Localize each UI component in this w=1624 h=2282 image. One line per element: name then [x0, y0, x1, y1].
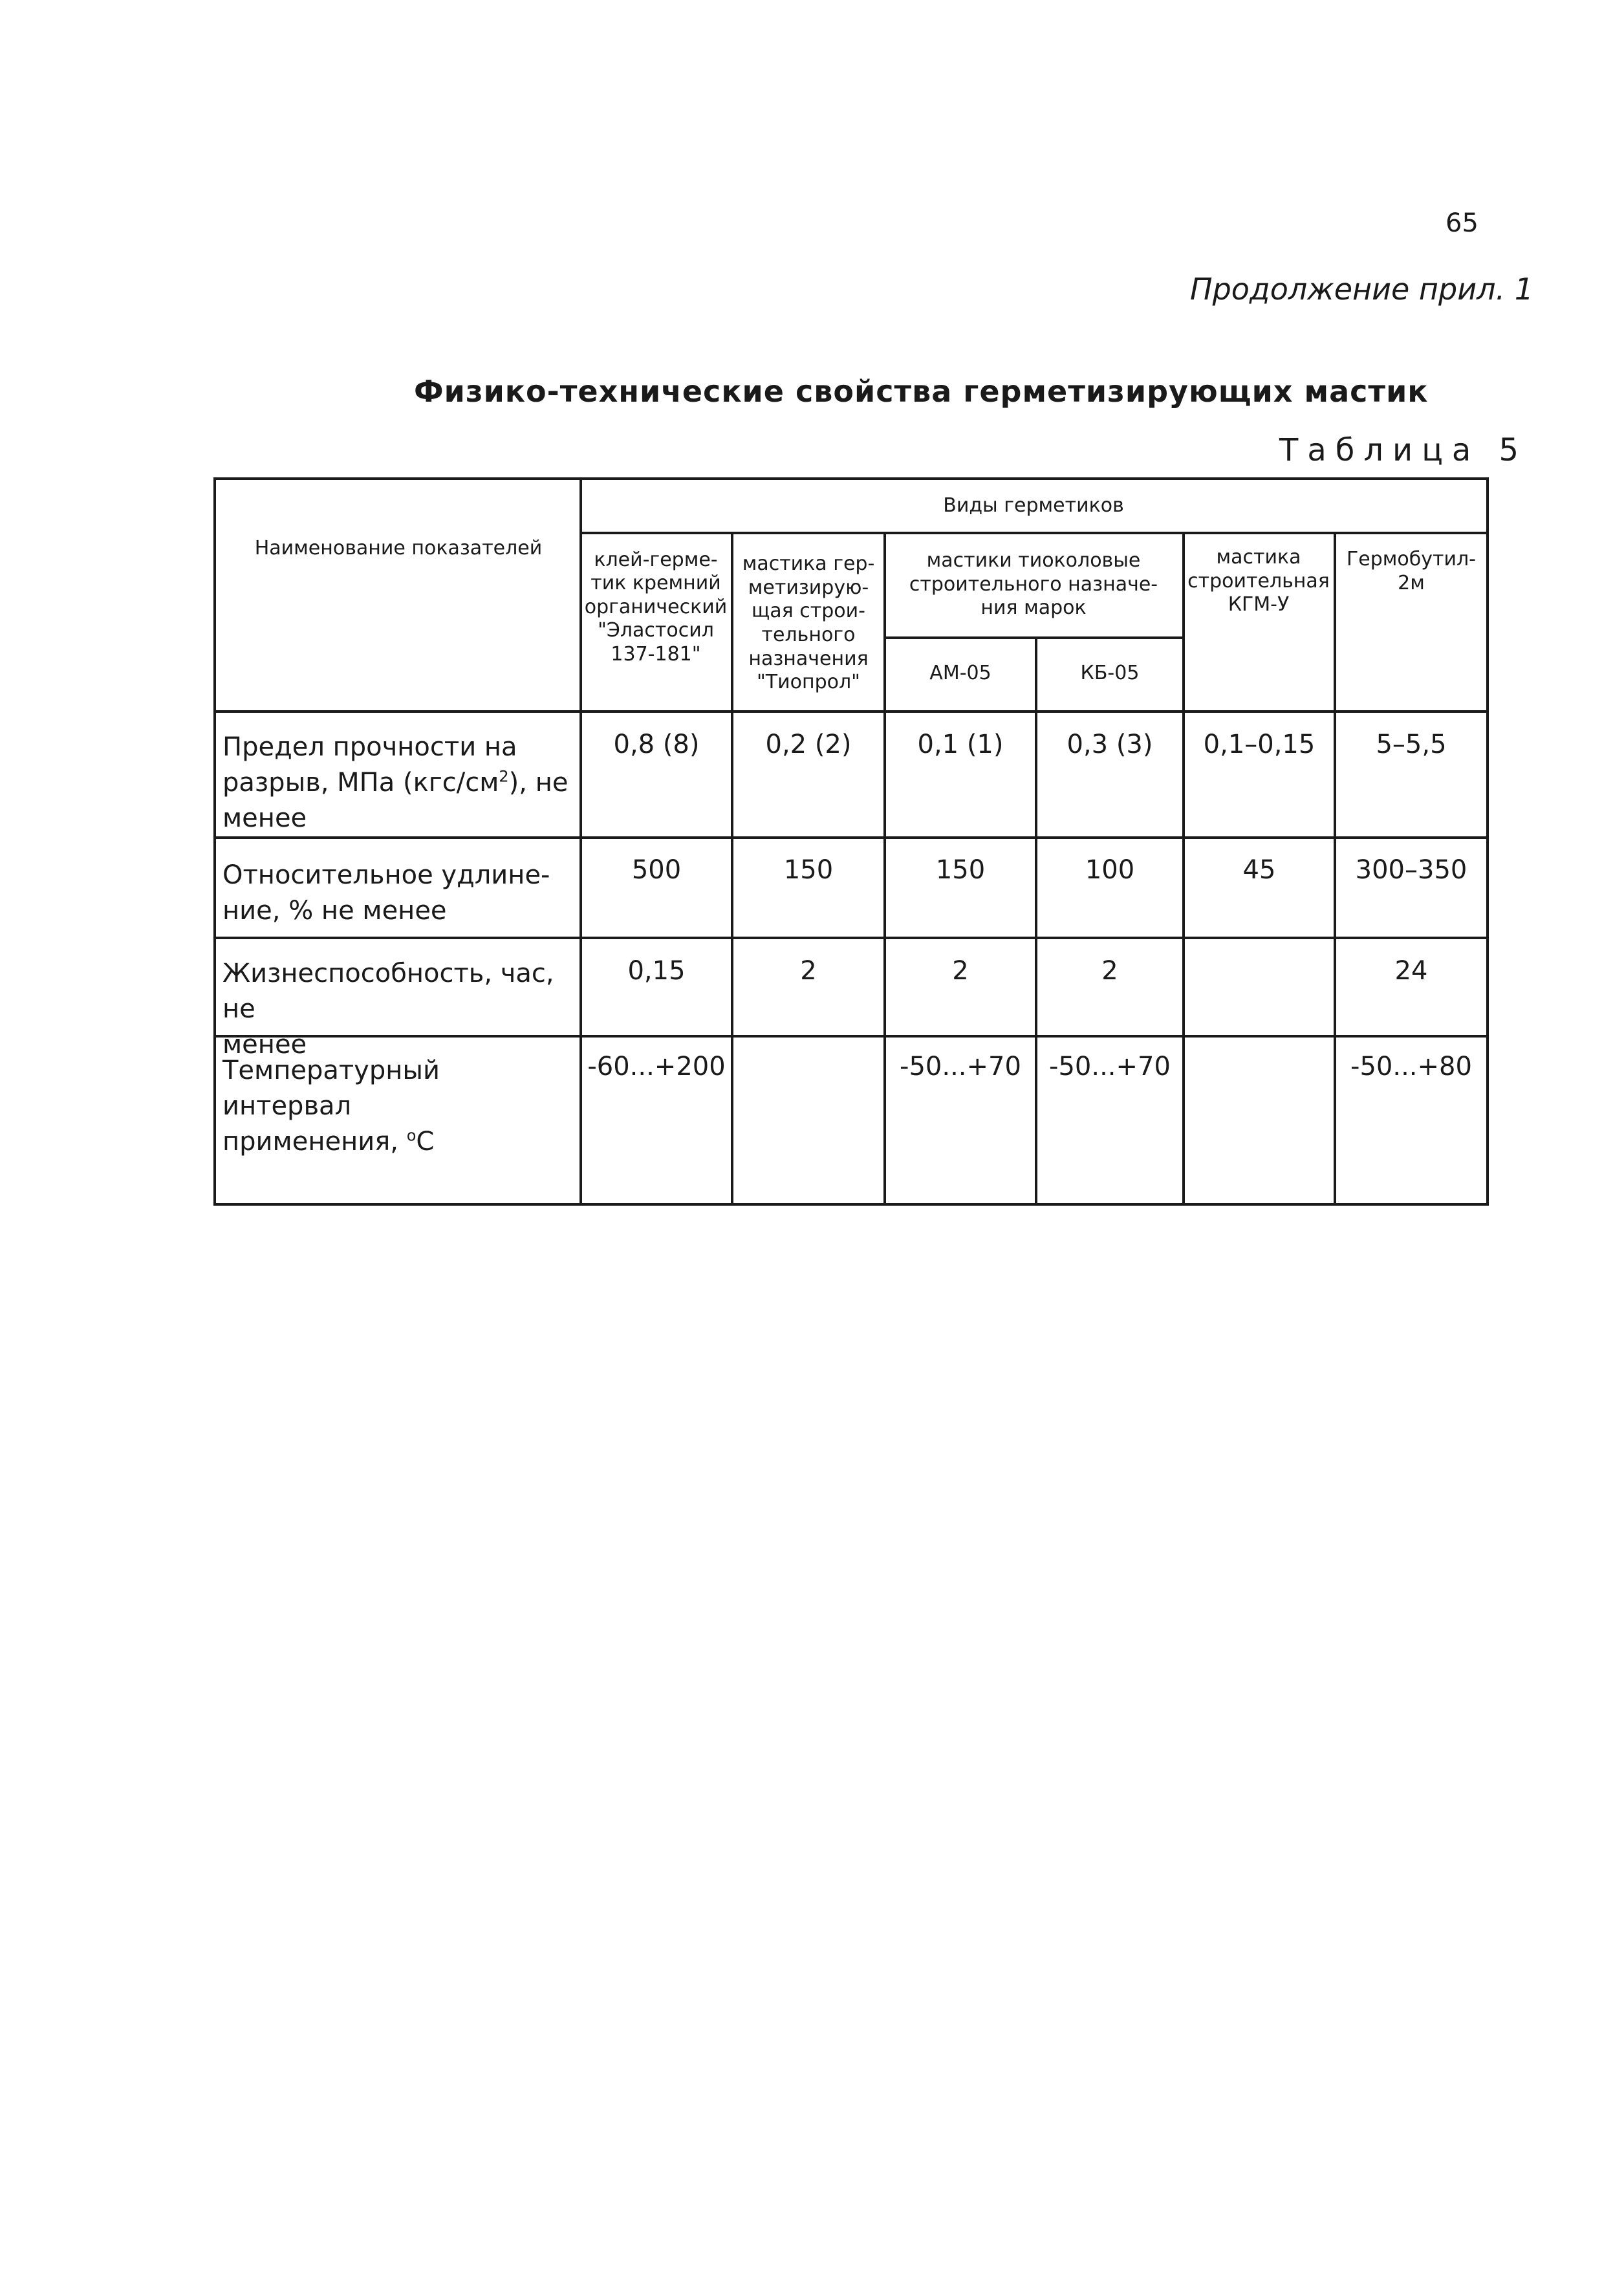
row-label-temperature-range	[222, 1053, 572, 1160]
table-cell: -50...+70	[900, 1052, 1021, 1081]
table-cell: 0,15	[627, 956, 686, 986]
table-cell: 0,8 (8)	[613, 730, 700, 759]
row-header-label: Наименование показателей	[254, 536, 543, 560]
table-cell: 0,1 (1)	[917, 730, 1004, 759]
table-cell: 100	[1085, 855, 1135, 885]
superscript: 2	[499, 767, 509, 786]
table-cell: 2	[800, 956, 817, 986]
table-cell: 0,2 (2)	[765, 730, 852, 759]
table-cell: 2	[1101, 956, 1118, 986]
group-header-rule	[579, 532, 1489, 534]
table-cell: 45	[1242, 855, 1276, 885]
header-bottom-rule	[213, 710, 1489, 713]
table-cell: -50...+70	[1049, 1052, 1171, 1081]
row-label-text: С	[416, 1127, 435, 1157]
table-cell: -60...+200	[587, 1052, 726, 1081]
column-header-germobutil: Гермобутил- 2м	[1346, 548, 1476, 594]
row-label-text: Температурный интервал применения,	[222, 1056, 440, 1157]
table-border-bottom	[213, 1203, 1489, 1206]
row-label-pot-life: Жизнеспособность, час, не менее	[222, 959, 554, 1060]
table-border-left	[213, 477, 216, 1206]
row-label-text: ), не менее	[222, 768, 568, 834]
table-cell: 24	[1394, 956, 1428, 986]
superscript: о	[406, 1127, 417, 1146]
table-cell: 0,1–0,15	[1203, 730, 1315, 759]
group-header-label: Виды герметиков	[943, 494, 1124, 517]
table-cell: 150	[783, 855, 834, 885]
row-label-elongation: Относительное удлине- ние, % не менее	[222, 860, 550, 926]
properties-table	[213, 477, 1489, 1207]
continuation-note: Продолжение прил. 1	[1190, 272, 1533, 307]
table-cell: 0,3 (3)	[1066, 730, 1153, 759]
column-header-elastosil: клей-герме- тик кремний органический "Эластосил 137-181"	[584, 548, 728, 666]
table-cell: 5–5,5	[1376, 730, 1447, 759]
row2-bottom-rule	[213, 937, 1489, 939]
table-title: Физико-технические свойства герметизирующих мастик	[414, 374, 1429, 409]
page-number: 65	[1445, 208, 1478, 238]
table-cell: 300–350	[1355, 855, 1467, 885]
table-border-right	[1486, 477, 1489, 1206]
table-label: Таблица 5	[1279, 432, 1528, 468]
column-header-kb05: КБ-05	[1080, 661, 1140, 684]
column-header-kgm-u: мастика строительная КГМ-У	[1187, 546, 1330, 616]
column-header-am05: АМ-05	[929, 661, 991, 684]
row-label-text: Предел прочности на разрыв, МПа (кгс/см	[222, 732, 517, 798]
thiokol-group-label: мастики тиоколовые строительного назначе- ния марок	[909, 549, 1158, 620]
table-cell: 500	[631, 855, 682, 885]
column-header-tioprol: мастика гер- метизирую- щая строи- тельного назначения "Тиопрол"	[742, 552, 875, 694]
table-cell: 2	[952, 956, 969, 986]
row1-bottom-rule	[213, 836, 1489, 839]
table-cell: 150	[935, 855, 986, 885]
column3-rule	[1035, 636, 1037, 1206]
row-label-tensile-strength	[222, 730, 572, 837]
table-cell: -50...+80	[1350, 1052, 1472, 1081]
